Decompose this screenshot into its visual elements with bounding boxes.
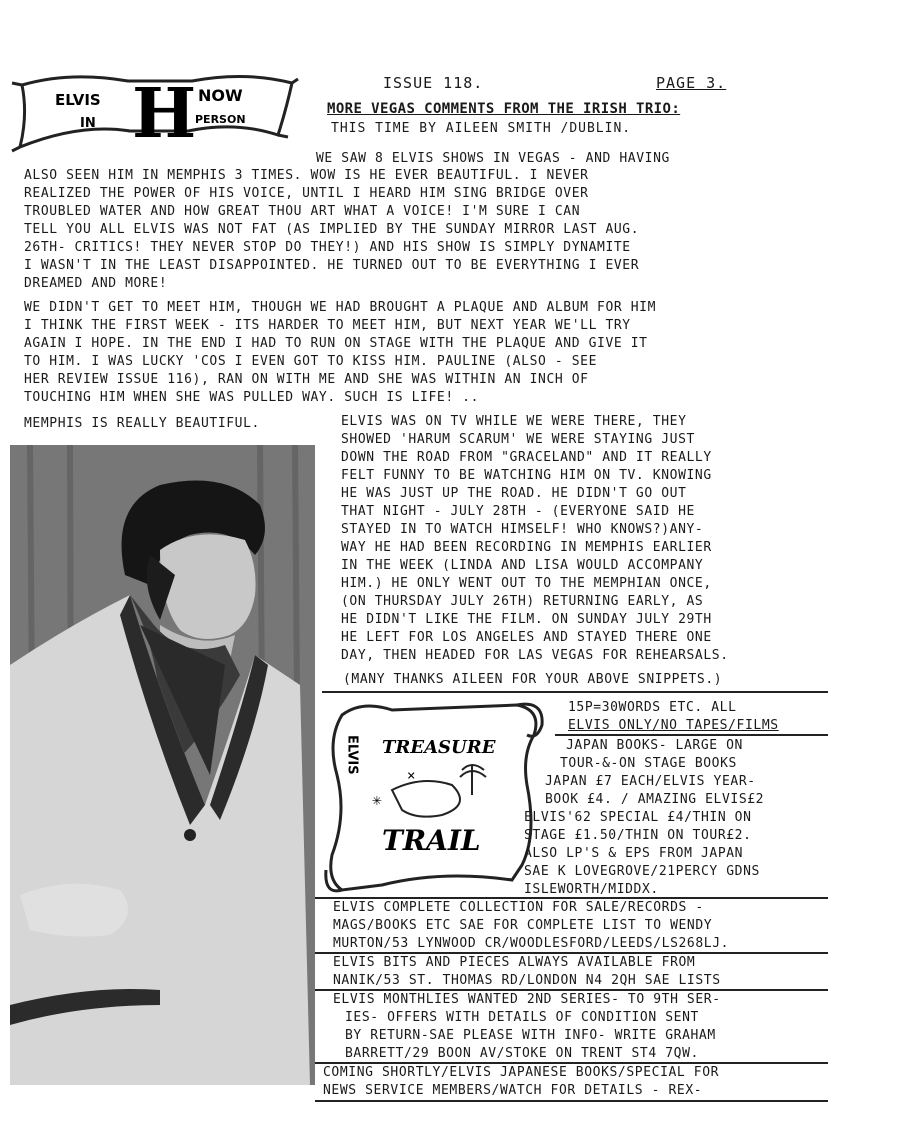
section-divider: [322, 691, 828, 693]
treasure-trail-graphic: [322, 695, 547, 895]
para1-line: TELL YOU ALL ELVIS WAS NOT FAT (AS IMPLIED BY THE SUNDAY MIRROR LAST AUG.: [24, 222, 640, 237]
para2-line: TOUCHING HIM WHEN SHE WAS PULLED WAY. SUCH IS LIFE! ..: [24, 390, 480, 405]
memphis-caption: MEMPHIS IS REALLY BEAUTIFUL.: [24, 416, 260, 431]
para2-line: AGAIN I HOPE. IN THE END I HAD TO RUN ON STAGE WITH THE PLAQUE AND GIVE IT: [24, 336, 648, 351]
para3-line: HE WAS JUST UP THE ROAD. HE DIDN'T GO OUT: [341, 486, 687, 501]
ad1-line: ISLEWORTH/MIDDX.: [524, 882, 659, 897]
scroll-elvis-vertical: ELVIS: [344, 735, 360, 775]
page-number: PAGE 3.: [656, 74, 727, 92]
para3-line: ELVIS WAS ON TV WHILE WE WERE THERE, THEY: [341, 414, 687, 429]
para1-line: REALIZED THE POWER OF HIS VOICE, UNTIL I HEARD HIM SING BRIDGE OVER: [24, 186, 589, 201]
para3-line: HIM.) HE ONLY WENT OUT TO THE MEMPHIAN ONCE,: [341, 576, 712, 591]
logo-elvis-text: ELVIS: [55, 91, 101, 109]
scroll-treasure-text: TREASURE: [382, 737, 496, 758]
ad1-line: SAE K LOVEGROVE/21PERCY GDNS: [524, 864, 760, 879]
ad-divider: [315, 1100, 828, 1102]
thanks-note: (MANY THANKS AILEEN FOR YOUR ABOVE SNIPPETS.): [343, 672, 723, 687]
para2-line: I THINK THE FIRST WEEK - ITS HARDER TO MEET HIM, BUT NEXT YEAR WE'LL TRY: [24, 318, 631, 333]
svg-text:×: ×: [407, 768, 416, 784]
ad2-line: MAGS/BOOKS ETC SAE FOR COMPLETE LIST TO WENDY: [333, 918, 713, 933]
para1-line: TROUBLED WATER AND HOW GREAT THOU ART WHAT A VOICE! I'M SURE I CAN: [24, 204, 581, 219]
para3-line: HE DIDN'T LIKE THE FILM. ON SUNDAY JULY 29TH: [341, 612, 712, 627]
ad4-line: ELVIS MONTHLIES WANTED 2ND SERIES- TO 9TH SER-: [333, 992, 721, 1007]
ad1-line: BOOK £4. / AMAZING ELVIS£2: [545, 792, 765, 807]
ad2-line: MURTON/53 LYNWOOD CR/WOODLESFORD/LEEDS/LS268LJ.: [333, 936, 730, 951]
ad5-line: NEWS SERVICE MEMBERS/WATCH FOR DETAILS - REX-: [323, 1083, 703, 1098]
ad1-line: STAGE £1.50/THIN ON TOUR£2.: [524, 828, 752, 843]
elvis-photo: [10, 445, 315, 1085]
ad3-line: NANIK/53 ST. THOMAS RD/LONDON N4 2QH SAE LISTS: [333, 973, 721, 988]
logo-h-letter: H: [132, 74, 197, 154]
article-headline: MORE VEGAS COMMENTS FROM THE IRISH TRIO:: [327, 101, 681, 117]
logo-in-text: IN: [80, 116, 96, 131]
para3-line: SHOWED 'HARUM SCARUM' WE WERE STAYING JUST: [341, 432, 695, 447]
logo-person-text: PERSON: [195, 113, 246, 126]
ad1-line: TOUR-&-ON STAGE BOOKS: [560, 756, 737, 771]
scroll-trail-text: TRAIL: [382, 824, 481, 857]
banner-graphic: [10, 65, 300, 160]
para3-line: (ON THURSDAY JULY 26TH) RETURNING EARLY, AS: [341, 594, 704, 609]
para3-line: WAY HE HAD BEEN RECORDING IN MEMPHIS EARLIER: [341, 540, 712, 555]
svg-text:✳: ✳: [372, 790, 382, 809]
para3-line: DAY, THEN HEADED FOR LAS VEGAS FOR REHEARSALS.: [341, 648, 729, 663]
ad1-line: JAPAN £7 EACH/ELVIS YEAR-: [545, 774, 756, 789]
ad1-line: JAPAN BOOKS- LARGE ON: [566, 738, 743, 753]
ad1-line: ALSO LP'S & EPS FROM JAPAN: [524, 846, 744, 861]
para1-line: ALSO SEEN HIM IN MEMPHIS 3 TIMES. WOW IS HE EVER BEAUTIFUL. I NEVER: [24, 168, 589, 183]
para1-line: 26TH- CRITICS! THEY NEVER STOP DO THEY!) AND HIS SHOW IS SIMPLY DYNAMITE: [24, 240, 631, 255]
ad4-line: BY RETURN-SAE PLEASE WITH INFO- WRITE GRAHAM: [345, 1028, 716, 1043]
ad1-rule: [555, 734, 828, 736]
para2-line: HER REVIEW ISSUE 116), RAN ON WITH ME AND SHE WAS WITHIN AN INCH OF: [24, 372, 589, 387]
para3-line: STAYED IN TO WATCH HIMSELF! WHO KNOWS?)ANY-: [341, 522, 704, 537]
ad5-line: COMING SHORTLY/ELVIS JAPANESE BOOKS/SPECIAL FOR: [323, 1065, 720, 1080]
logo-now-text: NOW: [198, 86, 243, 105]
para3-line: DOWN THE ROAD FROM "GRACELAND" AND IT REALLY: [341, 450, 712, 465]
para1-line: WE SAW 8 ELVIS SHOWS IN VEGAS - AND HAVING: [316, 151, 670, 166]
ad4-line: IES- OFFERS WITH DETAILS OF CONDITION SENT: [345, 1010, 699, 1025]
para2-line: WE DIDN'T GET TO MEET HIM, THOUGH WE HAD BROUGHT A PLAQUE AND ALBUM FOR HIM: [24, 300, 656, 315]
para1-line: DREAMED AND MORE!: [24, 276, 168, 291]
ad2-line: ELVIS COMPLETE COLLECTION FOR SALE/RECORDS -: [333, 900, 704, 915]
article-subheading: THIS TIME BY AILEEN SMITH /DUBLIN.: [331, 121, 632, 136]
para3-line: THAT NIGHT - JULY 28TH - (EVERYONE SAID HE: [341, 504, 695, 519]
para3-line: HE LEFT FOR LOS ANGELES AND STAYED THERE ONE: [341, 630, 712, 645]
ad1-line: ELVIS'62 SPECIAL £4/THIN ON: [524, 810, 752, 825]
ad3-line: ELVIS BITS AND PIECES ALWAYS AVAILABLE FROM: [333, 955, 696, 970]
ad4-line: BARRETT/29 BOON AV/STOKE ON TRENT ST4 7QW.: [345, 1046, 699, 1061]
para3-line: FELT FUNNY TO BE WATCHING HIM ON TV. KNOWING: [341, 468, 712, 483]
masthead-logo: [10, 65, 300, 160]
para2-line: TO HIM. I WAS LUCKY 'COS I EVEN GOT TO KISS HIM. PAULINE (ALSO - SEE: [24, 354, 598, 369]
para1-line: I WASN'T IN THE LEAST DISAPPOINTED. HE TURNED OUT TO BE EVERYTHING I EVER: [24, 258, 640, 273]
ad1-line: 15P=30WORDS ETC. ALL: [568, 700, 737, 715]
issue-number: ISSUE 118.: [383, 74, 484, 92]
ad1-line: ELVIS ONLY/NO TAPES/FILMS: [568, 718, 779, 733]
para3-line: IN THE WEEK (LINDA AND LISA WOULD ACCOMPANY: [341, 558, 704, 573]
